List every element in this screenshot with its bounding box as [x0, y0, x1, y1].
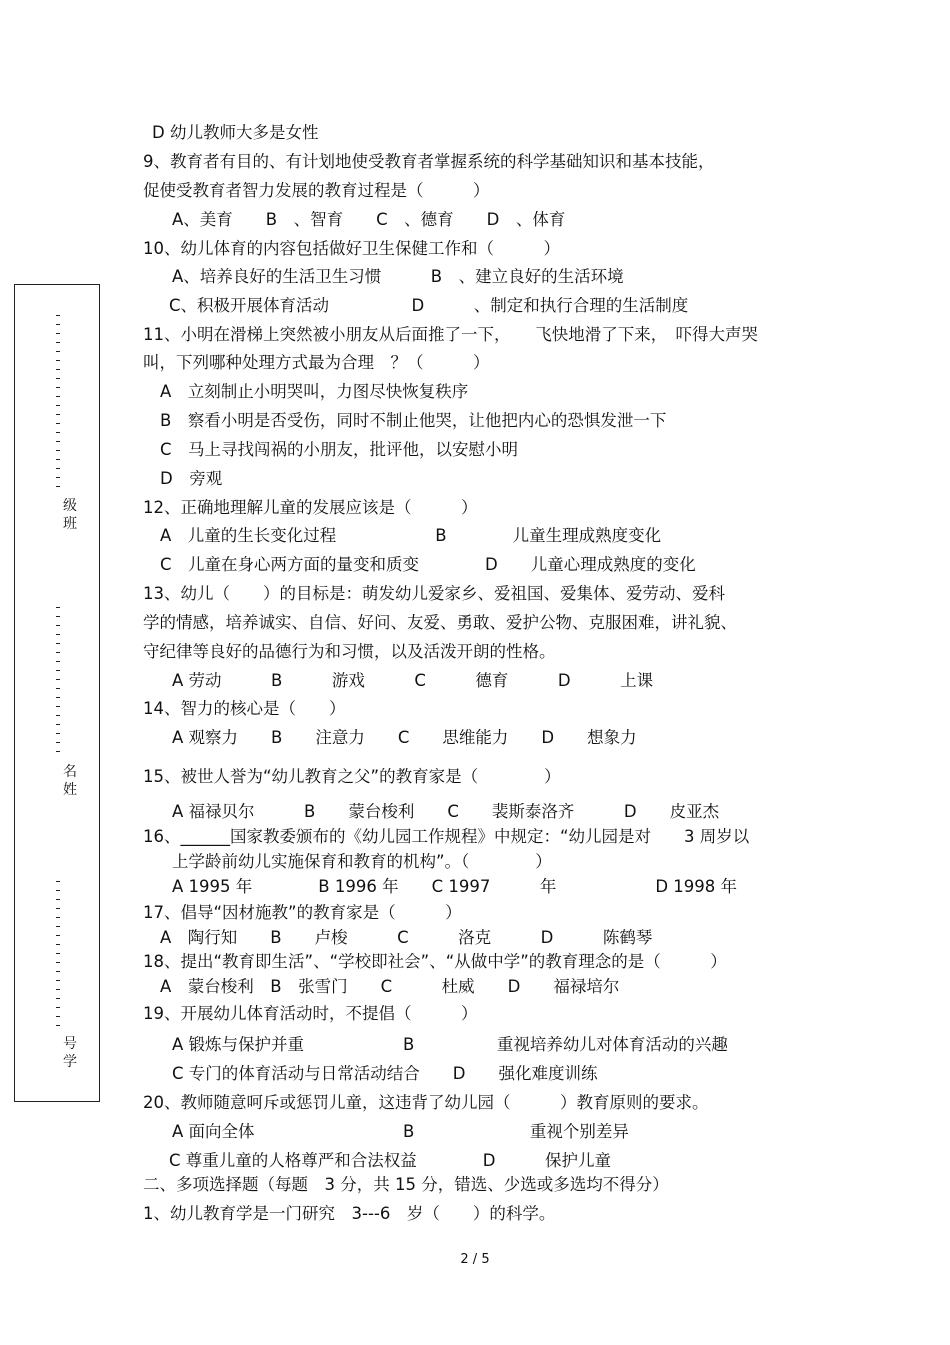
text-line: D 幼儿教师大多是女性: [152, 123, 319, 142]
text-line: 促使受教育者智力发展的教育过程是（ ）: [143, 181, 490, 200]
text-line: C 马上寻找闯祸的小朋友，批评他，以安慰小明: [160, 440, 519, 459]
text-line: A、美育 B 、智育 C 、德育 D 、体育: [172, 210, 566, 229]
text-line: 上学龄前幼儿实施保育和教育的机构”。（ ）: [172, 852, 552, 871]
text-line: 12、正确地理解儿童的发展应该是（ ）: [143, 498, 478, 517]
text-line: 10、幼儿体育的内容包括做好卫生保健工作和（ ）: [143, 239, 560, 258]
dotted-line: [56, 607, 60, 759]
binding-margin-box: [14, 284, 100, 1102]
text-line: C 儿童在身心两方面的量变和质变 D 儿童心理成熟度的变化: [160, 555, 696, 574]
text-line: A 锻炼与保护并重 B 重视培养幼儿对体育活动的兴趣: [172, 1035, 728, 1054]
text-line: 9、教育者有目的、有计划地使受教育者掌握系统的科学基础知识和基本技能，: [143, 152, 715, 171]
text-line: 20、教师随意呵斥或惩罚儿童，这违背了幼儿园（ ）教育原则的要求。: [143, 1093, 709, 1112]
text-line: A 劳动 B 游戏 C 德育 D 上课: [172, 671, 654, 690]
text-line: A 1995 年 B 1996 年 C 1997 年 D 1998 年: [172, 877, 738, 896]
text-line: 15、被世人誉为“幼儿教育之父”的教育家是（ ）: [143, 767, 561, 786]
dotted-line: [56, 881, 60, 1031]
text-line: 13、幼儿（ ）的目标是：萌发幼儿爱家乡、爱祖国、爱集体、爱劳动、爱科: [143, 584, 725, 603]
text-line: 11、小明在滑梯上突然被小朋友从后面推了一下， 飞快地滑了下来， 吓得大声哭: [143, 325, 758, 344]
text-line: A 面向全体 B 重视个别差异: [172, 1122, 629, 1141]
text-line: 18、提出“教育即生活”、“学校即社会”、“从做中学”的教育理念的是（ ）: [143, 952, 727, 971]
text-line: 19、开展幼儿体育活动时，不提倡（ ）: [143, 1004, 478, 1023]
text-line: A、培养良好的生活卫生习惯 B 、建立良好的生活环境: [172, 267, 624, 286]
text-line: 1、幼儿教育学是一门研究 3---6 岁（ ）的科学。: [143, 1204, 556, 1223]
text-line: 二、多项选择题（每题 3 分，共 15 分，错选、少选或多选均不得分）: [143, 1175, 669, 1194]
text-line: C、积极开展体育活动 D 、制定和执行合理的生活制度: [169, 296, 689, 315]
text-line: C 尊重儿童的人格尊严和合法权益 D 保护儿童: [169, 1151, 611, 1170]
dotted-line: [56, 315, 60, 495]
text-line: A 立刻制止小明哭叫，力图尽快恢复秩序: [160, 382, 469, 401]
text-line: A 蒙台梭利 B 张雪门 C 杜威 D 福禄培尔: [160, 977, 620, 996]
text-line: 守纪律等良好的品德行为和习惯，以及活泼开朗的性格。: [143, 642, 556, 661]
text-line: 17、倡导“因材施教”的教育家是（ ）: [143, 903, 462, 922]
name-label: 名 姓: [63, 764, 77, 798]
id-label: 号 学: [63, 1036, 77, 1070]
text-line: A 福禄贝尔 B 蒙台梭利 C 裴斯泰洛齐 D 皮亚杰: [172, 802, 720, 821]
text-line: 16、______国家教委颁布的《幼儿园工作规程》中规定：“幼儿园是对 3 周岁以: [143, 827, 750, 846]
text-line: A 儿童的生长变化过程 B 儿童生理成熟度变化: [160, 526, 662, 545]
class-label: 级 班: [63, 498, 77, 532]
text-line: B 察看小明是否受伤，同时不制止他哭，让他把内心的恐惧发泄一下: [160, 411, 667, 430]
text-line: A 陶行知 B 卢梭 C 洛克 D 陈鹤琴: [160, 928, 653, 947]
text-line: D 旁观: [160, 469, 223, 488]
page-number: 2 / 5: [460, 1252, 490, 1267]
text-line: C 专门的体育活动与日常活动结合 D 强化难度训练: [172, 1064, 598, 1083]
text-line: 叫，下列哪种处理方式最为合理 ？（ ）: [143, 353, 490, 372]
text-line: 14、智力的核心是（ ）: [143, 699, 346, 718]
text-line: A 观察力 B 注意力 C 思维能力 D 想象力: [172, 728, 637, 747]
text-line: 学的情感，培养诚实、自信、好问、友爱、勇敢、爱护公物、克服困难，讲礼貌、: [143, 613, 737, 632]
